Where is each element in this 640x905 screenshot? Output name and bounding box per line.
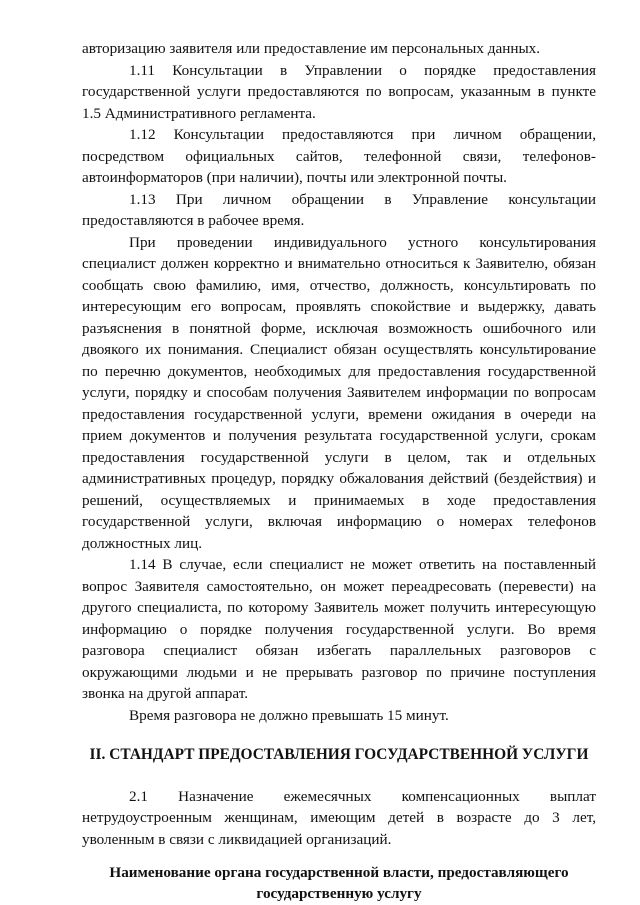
org-heading — [82, 862, 596, 904]
paragraph-continuation: авторизацию заявителя или предоставление им персональных данных. — [82, 40, 541, 57]
paragraph-1-14: 1.14 В случае, если специалист не может ответить на поставленный вопрос Заявителя самостоятельно, он может переадресовать (перевести) на другого специалиста, по которому Заявитель может получить интересующую информацию о порядке получения государственной услуги. Во время разговора специалист обязан избегать параллельных разговоров с окружающими людьми и не прерывать разговор по причине поступления звонка на другой аппарат. — [82, 556, 596, 702]
paragraph-1-11: 1.11 Консультации в Управлении о порядке предоставления государственной услуги предоставляются по вопросам, указанным в пункте 1.5 Административного регламента. — [82, 61, 596, 122]
paragraph-duration: Время разговора не должно превышать 15 минут. — [129, 706, 449, 724]
org-heading-line2: государственную услугу — [256, 885, 422, 902]
paragraph-1-12: 1.12 Консультации предоставляются при личном обращении, посредством официальных сайтов, телефонной связи, телефонов-автоинформаторов (при наличии), почты или электронной почты. — [82, 126, 596, 186]
section-heading: II. СТАНДАРТ ПРЕДОСТАВЛЕНИЯ ГОСУДАРСТВЕННОЙ УСЛУГИ — [89, 746, 589, 763]
document-page — [82, 38, 596, 904]
paragraph-2-1: 2.1 Назначение ежемесячных компенсационных выплат нетрудоустроенным женщинам, имеющим детей в возрасте до 3 лет, уволенным в связи с ликвидацией организаций. — [82, 787, 596, 848]
paragraph-1-13: 1.13 При личном обращении в Управление консультации предоставляются в рабочее время. — [82, 190, 596, 229]
paragraph-consulting: При проведении индивидуального устного консультирования специалист должен корректно и внимательно относиться к Заявителю, обязан сообщать свою фамилию, имя, отчество, должность, консультировать по интересующим его вопросам, проявлять спокойствие и выдержку, давать разъяснения в понятной форме, исключая возможность ошибочного или двоякого их понимания. Специалист обязан осуществлять консультирование по перечню документов, необходимых для предоставления государственной услуги, порядку и способам получения Заявителем информации по вопросам предоставления государственной услуги, времени ожидания в очереди на прием документов и получения результата государственной услуги, срокам предоставления государственной услуги в целом, так и отдельных административных процедур, порядку обжалования действий (бездействия) и решений, осуществляемых и принимаемых в ходе предоставления государственной услуги, включая информацию о номерах телефонов должностных лиц. — [82, 233, 596, 552]
org-heading-line1: Наименование органа государственной власти, предоставляющего — [109, 864, 569, 881]
